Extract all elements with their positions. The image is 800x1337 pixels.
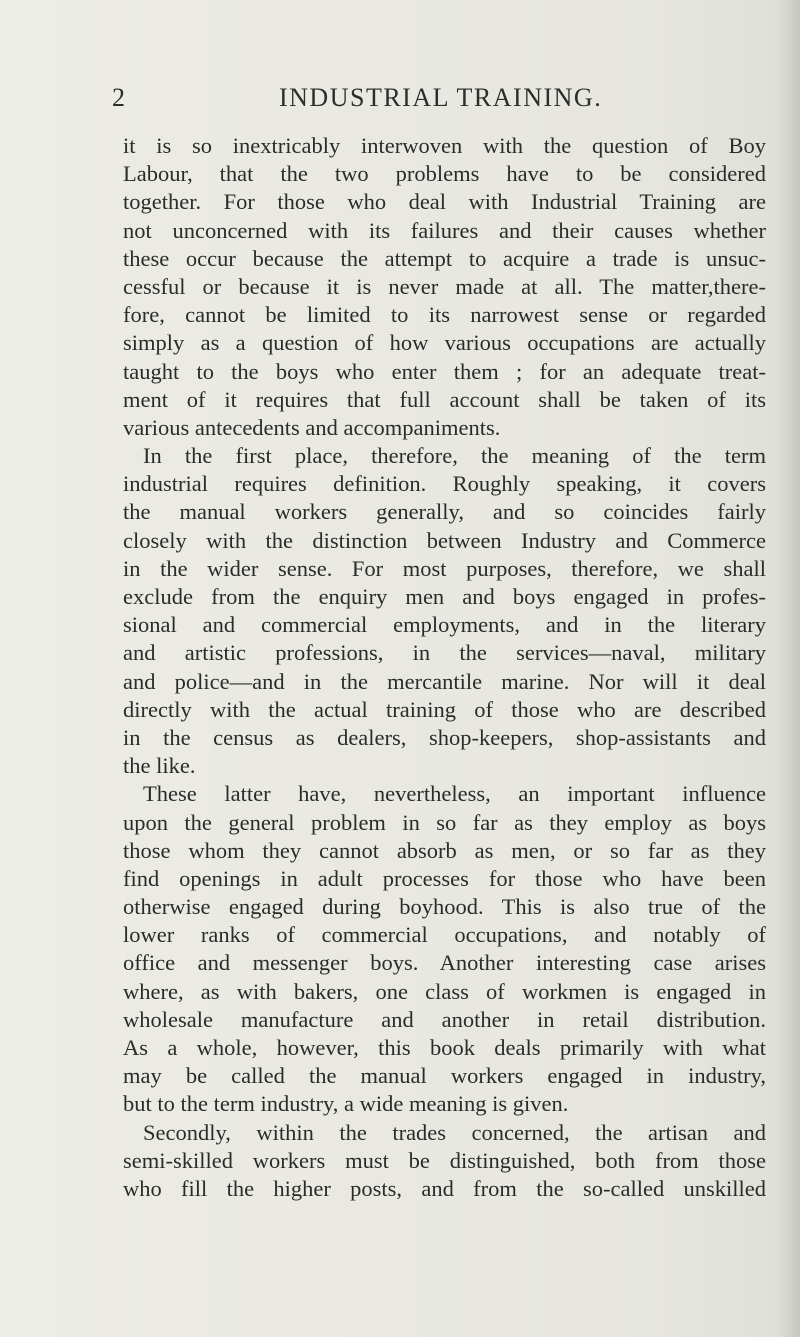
text-line: exclude from the enquiry men and boys engaged in profes- [123, 584, 766, 609]
text-line: directly with the actual training of those who are described [123, 696, 766, 722]
text-line: but to the term industry, a wide meaning is given. [123, 1091, 569, 1117]
text-line: these occur because the attempt to acquire a trade is unsuc- [123, 245, 766, 271]
running-title: INDUSTRIAL TRAINING. [279, 83, 603, 112]
text-line: the manual workers generally, and so coincides fairly [123, 499, 766, 525]
text-line: not unconcerned with its failures and their causes whether [123, 217, 766, 243]
page-number: 2 [112, 83, 126, 112]
text-line: sional and commercial employments, and in the literary [123, 612, 766, 638]
text-line: industrial requires definition. Roughly speaking, it covers [123, 471, 766, 497]
text-line: As a whole, however, this book deals primarily with what [123, 1035, 766, 1060]
text-line: simply as a question of how various occupations are actually [123, 330, 766, 356]
text-line: find openings in adult processes for those who have been [123, 865, 766, 891]
text-line: semi-skilled workers must be distinguished, both from those [123, 1147, 766, 1173]
body-text [123, 132, 766, 1203]
text-line: and police—and in the mercantile marine. Nor will it deal [123, 668, 766, 694]
text-line: In the first place, therefore, the meaning of the term [143, 443, 766, 469]
text-line: those whom they cannot absorb as men, or so far as they [123, 837, 766, 863]
text-line: fore, cannot be limited to its narrowest sense or regarded [123, 302, 766, 328]
text-line: cessful or because it is never made at all. The matter,there- [123, 273, 766, 299]
page-edge-shadow [776, 0, 800, 1337]
text-line: various antecedents and accompaniments. [123, 414, 501, 440]
text-line: may be called the manual workers engaged in industry, [123, 1063, 766, 1089]
text-line: where, as with bakers, one class of workmen is engaged in [123, 978, 766, 1004]
text-line: it is so inextricably interwoven with the question of Boy [123, 133, 766, 158]
text-line: the like. [123, 753, 196, 779]
text-line: who fill the higher posts, and from the so-called unskilled [123, 1175, 766, 1201]
text-line: upon the general problem in so far as they employ as boys [123, 809, 766, 835]
text-line: and artistic professions, in the services—naval, military [123, 640, 766, 666]
text-line: together. For those who deal with Industrial Training are [123, 189, 766, 215]
text-line: ment of it requires that full account shall be taken of its [123, 386, 766, 412]
text-line: wholesale manufacture and another in retail distribution. [123, 1006, 766, 1032]
text-line: otherwise engaged during boyhood. This is also true of the [123, 894, 766, 920]
text-line: office and messenger boys. Another interesting case arises [123, 950, 766, 976]
text-line: in the census as dealers, shop-keepers, shop-assistants and [123, 724, 766, 750]
text-line: These latter have, nevertheless, an important influence [143, 781, 766, 807]
text-line: lower ranks of commercial occupations, and notably of [123, 922, 766, 948]
text-line: taught to the boys who enter them ; for an adequate treat- [123, 358, 766, 384]
text-line: in the wider sense. For most purposes, therefore, we shall [123, 555, 766, 581]
text-line: closely with the distinction between Industry and Commerce [123, 527, 766, 553]
page-header [0, 83, 800, 113]
text-line: Secondly, within the trades concerned, the artisan and [143, 1119, 766, 1145]
text-line: Labour, that the two problems have to be considered [123, 161, 766, 187]
